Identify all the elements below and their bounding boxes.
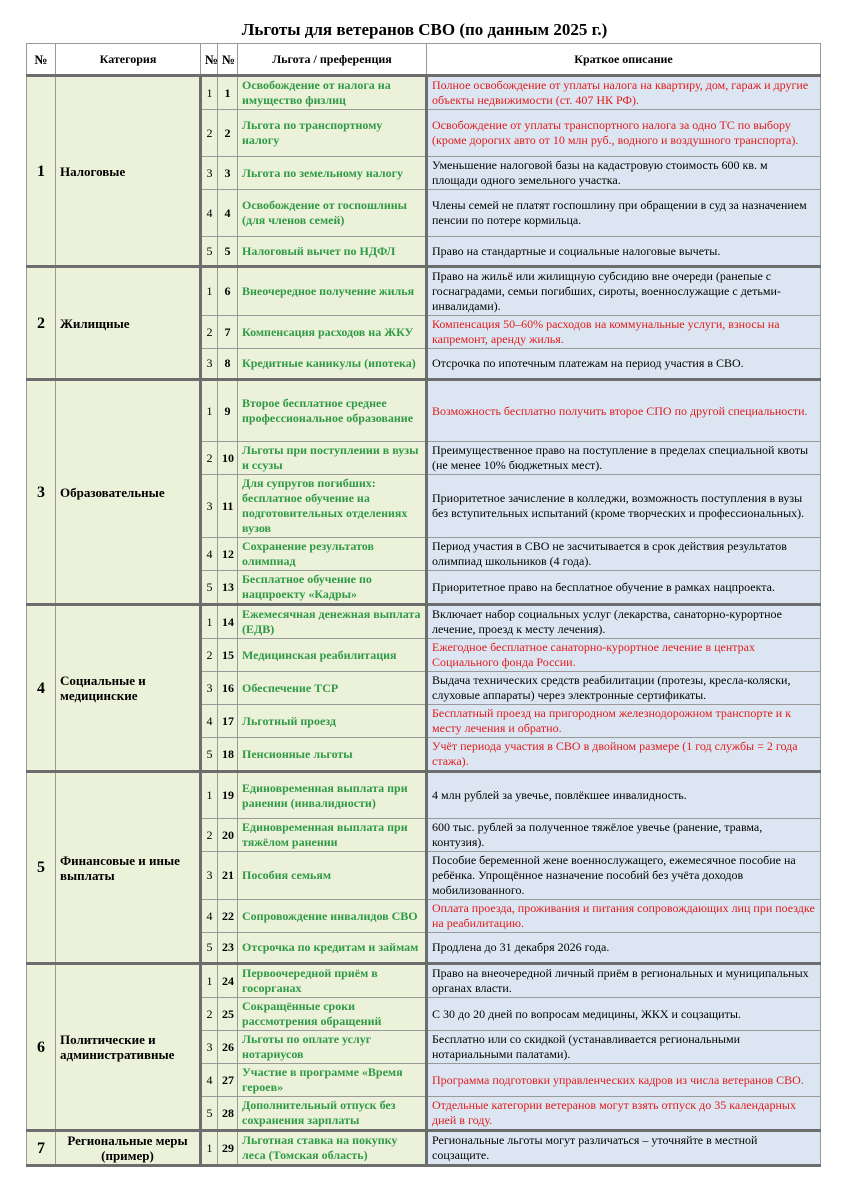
benefit-name: Сопровождение инвалидов СВО (238, 900, 427, 933)
group-number: 3 (27, 380, 56, 605)
row-index-number: 10 (218, 442, 238, 475)
benefit-description: Полное освобождение от уплаты налога на квартиру, дом, гараж и другие объекты недвижимости (ст. 407 НК РФ). (427, 76, 821, 110)
row-sub-number: 1 (201, 1131, 218, 1166)
benefit-description: Региональные льготы могут различаться – уточняйте в местной соцзащите. (427, 1131, 821, 1166)
row-index-number: 14 (218, 605, 238, 639)
benefit-description: Оплата проезда, проживания и питания сопровождающих лиц при поездке на реабилитацию. (427, 900, 821, 933)
benefit-name: Компенсация расходов на ЖКУ (238, 316, 427, 349)
row-sub-number: 5 (201, 1097, 218, 1131)
group-category: Финансовые и иные выплаты (56, 772, 201, 964)
benefit-description: Приоритетное право на бесплатное обучение в рамках нацпроекта. (427, 571, 821, 605)
table-row (27, 772, 821, 819)
row-sub-number: 2 (201, 110, 218, 157)
row-sub-number: 4 (201, 1064, 218, 1097)
benefit-name: Дополнительный отпуск без сохранения зарплаты (238, 1097, 427, 1131)
header-benefit: Льгота / преференция (238, 44, 427, 76)
benefit-name: Внеочередное получение жилья (238, 267, 427, 316)
row-sub-number: 5 (201, 933, 218, 964)
row-sub-number: 2 (201, 639, 218, 672)
benefit-description: Компенсация 50–60% расходов на коммунальные услуги, взносы на капремонт, аренду жилья. (427, 316, 821, 349)
group-category: Жилищные (56, 267, 201, 380)
row-index-number: 29 (218, 1131, 238, 1166)
benefit-name: Медицинская реабилитация (238, 639, 427, 672)
row-sub-number: 2 (201, 442, 218, 475)
table-row (27, 605, 821, 639)
benefit-name: Обеспечение ТСР (238, 672, 427, 705)
benefit-description: Право на жильё или жилищную субсидию вне очереди (ранепые с госнаградами, семьи погибших, сироты, военнослужащие с детьми-инвалидами). (427, 267, 821, 316)
table-row (27, 267, 821, 316)
benefit-description: Уменьшение налоговой базы на кадастровую стоимость 600 кв. м площади одного земельного участка. (427, 157, 821, 190)
row-sub-number: 5 (201, 738, 218, 772)
benefit-description: Право на стандартные и социальные налоговые вычеты. (427, 237, 821, 267)
row-index-number: 13 (218, 571, 238, 605)
row-index-number: 16 (218, 672, 238, 705)
group-number: 2 (27, 267, 56, 380)
header-index-num: № (218, 44, 238, 76)
group-number: 1 (27, 76, 56, 267)
row-sub-number: 4 (201, 190, 218, 237)
benefit-name: Сокращённые сроки рассмотрения обращений (238, 998, 427, 1031)
benefit-name: Единовременная выплата при ранении (инвалидности) (238, 772, 427, 819)
table-row (27, 76, 821, 110)
row-index-number: 4 (218, 190, 238, 237)
row-sub-number: 1 (201, 772, 218, 819)
row-sub-number: 1 (201, 605, 218, 639)
benefit-description: Приоритетное зачисление в колледжи, возможность поступления в вузы без вступительных испытаний (кроме творческих и профессиональных). (427, 475, 821, 538)
benefit-description: 4 млн рублей за увечье, повлёкшее инвалидность. (427, 772, 821, 819)
row-index-number: 6 (218, 267, 238, 316)
table-row (27, 964, 821, 998)
row-sub-number: 1 (201, 267, 218, 316)
row-index-number: 9 (218, 380, 238, 442)
group-category: Региональные меры (пример) (56, 1131, 201, 1166)
benefit-description: Программа подготовки управленческих кадров из числа ветеранов СВО. (427, 1064, 821, 1097)
benefit-description: Период участия в СВО не засчитывается в срок действия результатов олимпиад школьников (4 года). (427, 538, 821, 571)
benefits-table (26, 43, 821, 1167)
benefit-name: Сохранение результатов олимпиад (238, 538, 427, 571)
benefit-name: Участие в программе «Время героев» (238, 1064, 427, 1097)
table-row (27, 380, 821, 442)
table-body (27, 76, 821, 1166)
row-index-number: 21 (218, 852, 238, 900)
row-index-number: 25 (218, 998, 238, 1031)
row-sub-number: 1 (201, 76, 218, 110)
group-number: 4 (27, 605, 56, 772)
row-index-number: 22 (218, 900, 238, 933)
row-sub-number: 2 (201, 998, 218, 1031)
benefit-description: Бесплатный проезд на пригородном железнодорожном транспорте и к месту лечения и обратно. (427, 705, 821, 738)
benefit-name: Льгота по транспортному налогу (238, 110, 427, 157)
benefit-description: 600 тыс. рублей за полученное тяжёлое увечье (ранение, травма, контузия). (427, 819, 821, 852)
header-num: № (27, 44, 56, 76)
benefit-description: Продлена до 31 декабря 2026 года. (427, 933, 821, 964)
row-index-number: 2 (218, 110, 238, 157)
row-sub-number: 1 (201, 964, 218, 998)
table-row (27, 1131, 821, 1166)
benefit-name: Льготный проезд (238, 705, 427, 738)
page-title: Льготы для ветеранов СВО (по данным 2025 г.) (241, 20, 608, 39)
benefit-description: Ежегодное бесплатное санаторно-курортное лечение в центрах Социального фонда России. (427, 639, 821, 672)
row-index-number: 24 (218, 964, 238, 998)
benefit-description: Включает набор социальных услуг (лекарства, санаторно-курортное лечение, проезд к месту лечения). (427, 605, 821, 639)
row-index-number: 1 (218, 76, 238, 110)
benefit-description: Пособие беременной жене военнослужащего, ежемесячное пособие на ребёнка. Упрощённое назначение пособий без учёта доходов мобилизованного. (427, 852, 821, 900)
benefit-name: Ежемесячная денежная выплата (ЕДВ) (238, 605, 427, 639)
row-index-number: 15 (218, 639, 238, 672)
row-index-number: 5 (218, 237, 238, 267)
group-category: Социальные и медицинские (56, 605, 201, 772)
benefit-name: Пенсионные льготы (238, 738, 427, 772)
row-index-number: 26 (218, 1031, 238, 1064)
header-category: Категория (56, 44, 201, 76)
row-sub-number: 3 (201, 475, 218, 538)
group-number: 6 (27, 964, 56, 1131)
benefit-name: Бесплатное обучение по нацпроекту «Кадры» (238, 571, 427, 605)
benefit-name: Для супругов погибших: бесплатное обучение на подготовительных отделениях вузов (238, 475, 427, 538)
row-sub-number: 1 (201, 380, 218, 442)
benefit-description: С 30 до 20 дней по вопросам медицины, ЖКХ и соцзащиты. (427, 998, 821, 1031)
group-category: Образовательные (56, 380, 201, 605)
benefit-name: Льготная ставка на покупку леса (Томская область) (238, 1131, 427, 1166)
benefit-description: Учёт периода участия в СВО в двойном размере (1 год службы = 2 года стажа). (427, 738, 821, 772)
group-number: 7 (27, 1131, 56, 1166)
benefit-name: Отсрочка по кредитам и займам (238, 933, 427, 964)
row-index-number: 28 (218, 1097, 238, 1131)
benefit-name: Первоочередной приём в госорганах (238, 964, 427, 998)
row-sub-number: 5 (201, 237, 218, 267)
benefit-name: Освобождение от госпошлины (для членов семей) (238, 190, 427, 237)
row-index-number: 27 (218, 1064, 238, 1097)
row-sub-number: 3 (201, 349, 218, 380)
row-index-number: 11 (218, 475, 238, 538)
row-sub-number: 4 (201, 900, 218, 933)
row-index-number: 19 (218, 772, 238, 819)
benefit-name: Льготы при поступлении в вузы и ссузы (238, 442, 427, 475)
row-index-number: 20 (218, 819, 238, 852)
benefit-description: Преимущественное право на поступление в пределах специальной квоты (не менее 10% бюджетных мест). (427, 442, 821, 475)
row-sub-number: 3 (201, 672, 218, 705)
row-index-number: 3 (218, 157, 238, 190)
row-index-number: 18 (218, 738, 238, 772)
benefit-description: Члены семей не платят госпошлину при обращении в суд за назначением пенсии по потере кормильца. (427, 190, 821, 237)
benefit-description: Выдача технических средств реабилитации (протезы, кресла-коляски, слуховые аппараты) через электронные сертификаты. (427, 672, 821, 705)
benefit-description: Бесплатно или со скидкой (устанавливается региональными нотариальными палатами). (427, 1031, 821, 1064)
benefit-name: Второе бесплатное среднее профессиональное образование (238, 380, 427, 442)
benefit-name: Единовременная выплата при тяжёлом ранении (238, 819, 427, 852)
benefit-description: Освобождение от уплаты транспортного налога за одно ТС по выбору (кроме дорогих авто от 10 млн руб., водного и воздушного транспорта). (427, 110, 821, 157)
row-sub-number: 4 (201, 705, 218, 738)
benefit-description: Право на внеочередной личный приём в региональных и муниципальных органах власти. (427, 964, 821, 998)
row-index-number: 17 (218, 705, 238, 738)
benefit-name: Освобождение от налога на имущество физлиц (238, 76, 427, 110)
row-index-number: 7 (218, 316, 238, 349)
row-index-number: 12 (218, 538, 238, 571)
row-sub-number: 2 (201, 316, 218, 349)
table-header-row (27, 44, 821, 76)
row-sub-number: 2 (201, 819, 218, 852)
header-sub-num: № (201, 44, 218, 76)
benefit-name: Кредитные каникулы (ипотека) (238, 349, 427, 380)
benefit-name: Льготы по оплате услуг нотариусов (238, 1031, 427, 1064)
benefit-description: Отсрочка по ипотечным платежам на период участия в СВО. (427, 349, 821, 380)
row-sub-number: 4 (201, 538, 218, 571)
row-index-number: 8 (218, 349, 238, 380)
row-sub-number: 3 (201, 852, 218, 900)
benefit-description: Отдельные категории ветеранов могут взять отпуск до 35 календарных дней в году. (427, 1097, 821, 1131)
group-category: Налоговые (56, 76, 201, 267)
group-category: Политические и административные (56, 964, 201, 1131)
benefit-name: Пособия семьям (238, 852, 427, 900)
group-number: 5 (27, 772, 56, 964)
benefit-name: Льгота по земельному налогу (238, 157, 427, 190)
row-sub-number: 3 (201, 1031, 218, 1064)
row-sub-number: 3 (201, 157, 218, 190)
row-sub-number: 5 (201, 571, 218, 605)
header-description: Краткое описание (427, 44, 821, 76)
row-index-number: 23 (218, 933, 238, 964)
benefit-description: Возможность бесплатно получить второе СПО по другой специальности. (427, 380, 821, 442)
benefit-name: Налоговый вычет по НДФЛ (238, 237, 427, 267)
